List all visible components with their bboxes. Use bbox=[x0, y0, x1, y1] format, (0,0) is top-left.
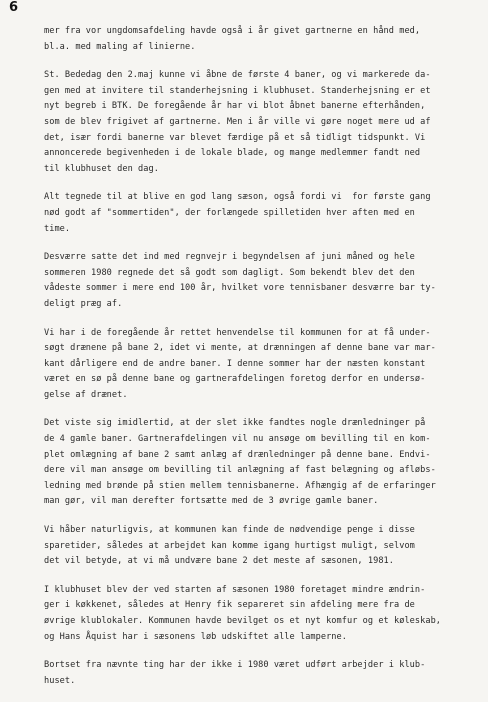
text-line: nød godt af "sommertiden", der forlængede spilletiden hver aften med en bbox=[44, 207, 415, 218]
text-line: vådeste sommer i mere end 100 år, hvilket vore tennisbaner desværre bar ty- bbox=[44, 283, 436, 294]
text-line: time. bbox=[44, 223, 71, 234]
text-line: sommeren 1980 regnede det så godt som dagligt. Som bekendt blev det den bbox=[44, 267, 415, 278]
text-line: Det viste sig imidlertid, at der slet ikke fandtes nogle drænledninger på bbox=[44, 418, 426, 429]
text-line: gen med at invitere til standerhejsning i klubhuset. Standerhejsning er et bbox=[44, 85, 431, 96]
text-line: Vi håber naturligvis, at kommunen kan finde de nødvendige penge i disse bbox=[44, 525, 415, 536]
text-line: nyt begreb i BTK. De foregående år har vi blot åbnet banerne efterhånden, bbox=[44, 101, 426, 112]
paragraph bbox=[44, 190, 484, 237]
text-line: Vi har i de foregående år rettet henvendelse til kommunen for at få under- bbox=[44, 327, 431, 338]
text-line: søgt drænene på bane 2, idet vi mente, at drænningen af denne bane var mar- bbox=[44, 343, 436, 354]
text-line: sparetider, således at arbejdet kan komme igang hurtigst muligt, selvom bbox=[44, 540, 415, 551]
text-line: dere vil man ansøge om bevilling til anlægning af fast belægning og afløbs- bbox=[44, 465, 436, 476]
text-line: Alt tegnede til at blive en god lang sæson, også fordi vi for første gang bbox=[44, 192, 431, 203]
text-line: I klubhuset blev der ved starten af sæsonen 1980 foretaget mindre ændrin- bbox=[44, 584, 426, 595]
paragraph bbox=[44, 24, 484, 55]
text-line: Bortset fra nævnte ting har der ikke i 1980 været udført arbejder i klub- bbox=[44, 660, 426, 671]
text-line: gelse af drænet. bbox=[44, 389, 128, 400]
text-line: øvrige klublokaler. Kommunen havde bevilget os et nyt komfur og et køleskab, bbox=[44, 616, 442, 626]
paragraph bbox=[44, 416, 484, 510]
page-number: 6 bbox=[9, 0, 19, 15]
text-line: været en sø på denne bane og gartnerafdelingen foretog derfor en undersø- bbox=[44, 374, 426, 385]
text-line: St. Bededag den 2.maj kunne vi åbne de første 4 baner, og vi markerede da- bbox=[44, 70, 431, 81]
text-line: som de blev frigivet af gartnerne. Men i år ville vi gøre noget mere ud af bbox=[44, 116, 431, 127]
body-text bbox=[44, 24, 484, 702]
text-line: mer fra vor ungdomsafdeling havde også i år givet gartnerne en hånd med, bbox=[44, 26, 421, 36]
text-line: Desværre satte det ind med regnvejr i begyndelsen af juni måned og hele bbox=[44, 252, 415, 263]
text-line: de 4 gamle baner. Gartnerafdelingen vil nu ansøge om bevilling til en kom- bbox=[44, 434, 431, 445]
text-line: ledning med brønde på stien mellem tennisbanerne. Afhængig af de erfaringer bbox=[44, 480, 436, 491]
paragraph bbox=[44, 326, 484, 404]
text-line: plet omlægning af bane 2 samt anlæg af drænledninger på denne bane. Endvi- bbox=[44, 449, 431, 460]
text-line: det vil betyde, at vi må undvære bane 2 det meste af sæsonen, 1981. bbox=[44, 556, 394, 567]
text-line: ger i køkkenet, således at Henry fik separeret sin afdeling mere fra de bbox=[44, 600, 415, 611]
paragraph bbox=[44, 583, 484, 645]
paragraph bbox=[44, 250, 484, 312]
paragraph bbox=[44, 68, 484, 177]
text-line: det, især fordi banerne var blevet færdige på et så tidligt tidspunkt. Vi bbox=[44, 132, 426, 143]
text-line: annoncerede begivenheden i de lokale blade, og mange medlemmer fandt ned bbox=[44, 148, 421, 159]
text-line: man gør, vil man derefter fortsætte med de 3 øvrige gamle baner. bbox=[44, 496, 379, 507]
text-line: huset. bbox=[44, 675, 76, 686]
text-line: bl.a. med maling af linierne. bbox=[44, 41, 196, 52]
text-line: kant dårligere end de andre baner. I denne sommer har der næsten konstant bbox=[44, 358, 426, 369]
text-line: deligt præg af. bbox=[44, 298, 123, 309]
text-line: og Hans Åquist har i sæsonens løb udskiftet alle lamperne. bbox=[44, 631, 347, 642]
paragraph bbox=[44, 658, 484, 689]
text-line: til klubhuset den dag. bbox=[44, 163, 159, 174]
paragraph bbox=[44, 523, 484, 570]
